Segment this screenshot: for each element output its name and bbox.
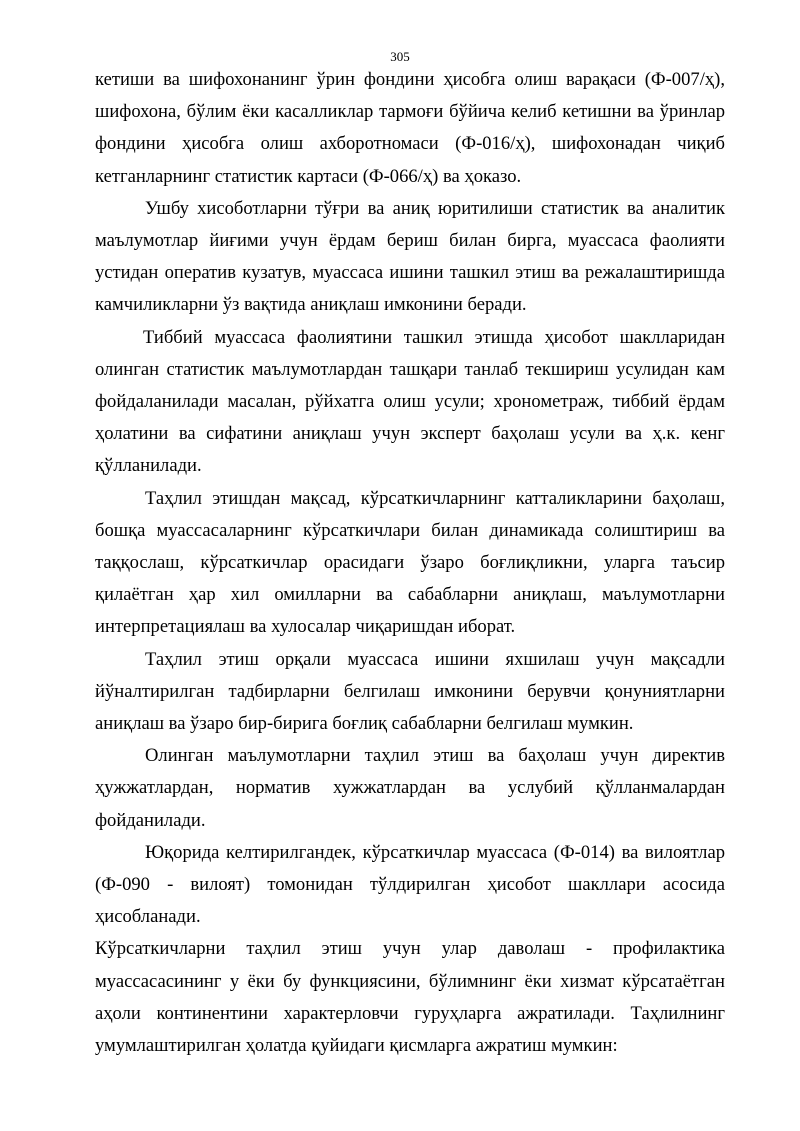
paragraph-5: Таҳлил этиш орқали муассаса ишини яхшилаш учун мақсадли йўналтирилган тадбирларни белгилаш имконини берувчи қонуниятларни аниқлаш ва ўзаро бир-бирига боғлиқ сабабларни белгилаш мумкин. (95, 648, 725, 735)
paragraph-7: Юқорида келтирилгандек, кўрсаткичлар муассаса (Ф-014) ва вилоятлар (Ф-090 - вилоят) томонидан тўлдирилган ҳисобот шакллари асосида ҳисобланади. (95, 841, 725, 928)
paragraph-3: Тиббий муассаса фаолиятини ташкил этишда ҳисобот шаклларидан олинган статистик маълумотлардан ташқари танлаб текшириш усулидан кам фойдаланилади масалан, рўйхатга олиш усули; хронометраж, тиббий ёрдам ҳолатини ва сифатини аниқлаш учун эксперт баҳолаш усули ва ҳ.к. кенг қўлланилади. (95, 326, 725, 477)
paragraph-8: Кўрсаткичларни таҳлил этиш учун улар даволаш - профилактика муассасасининг у ёки бу функциясини, бўлимнинг ёки хизмат кўрсатаётган аҳоли континентини характерловчи гуруҳларга ажратилади. Таҳлилнинг умумлаштирилган ҳолатда қуйидаги қисмларга ажратиш мумкин: (95, 938, 725, 1057)
paragraph-1: кетиши ва шифохонанинг ўрин фондини ҳисобга олиш варақаси (Ф-007/ҳ), шифохона, бўлим ёки касалликлар тармоғи бўйича келиб кетишни ва ўринлар фондини ҳисобга олиш ахборотномаси (Ф-016/ҳ), шифохонадан чиқиб кетганларнинг статистик картаси (Ф-066/ҳ) ва ҳоказо. (95, 69, 725, 187)
paragraph-6: Олинган маълумотларни таҳлил этиш ва баҳолаш учун директив ҳужжатлардан, норматив хужжатлардан ва услубий қўлланмалардан фойданилади. (95, 745, 725, 831)
page-number: 305 (390, 49, 410, 64)
document-body (95, 64, 725, 1062)
paragraph-4: Таҳлил этишдан мақсад, кўрсаткичларнинг катталикларини баҳолаш, бошқа муассасаларнинг кўрсаткичлари билан динамикада солиштириш ва таққослаш, кўрсаткичлар орасидаги ўзаро боғлиқликни, уларга таъсир қилаётган ҳар хил омилларни ва сабабларни аниқлаш, маълумотларни интерпретациялаш ва хулосалар чиқаришдан иборат. (95, 487, 725, 638)
paragraph-2: Ушбу хисоботларни тўғри ва аниқ юритилиши статистик ва аналитик маълумотлар йиғими учун ёрдам бериш билан бирга, муассаса фаолияти устидан оператив кузатув, муассаса ишини ташкил этиш ва режалаштиришда камчиликларни ўз вақтида аниқлаш имконини беради. (95, 197, 725, 316)
